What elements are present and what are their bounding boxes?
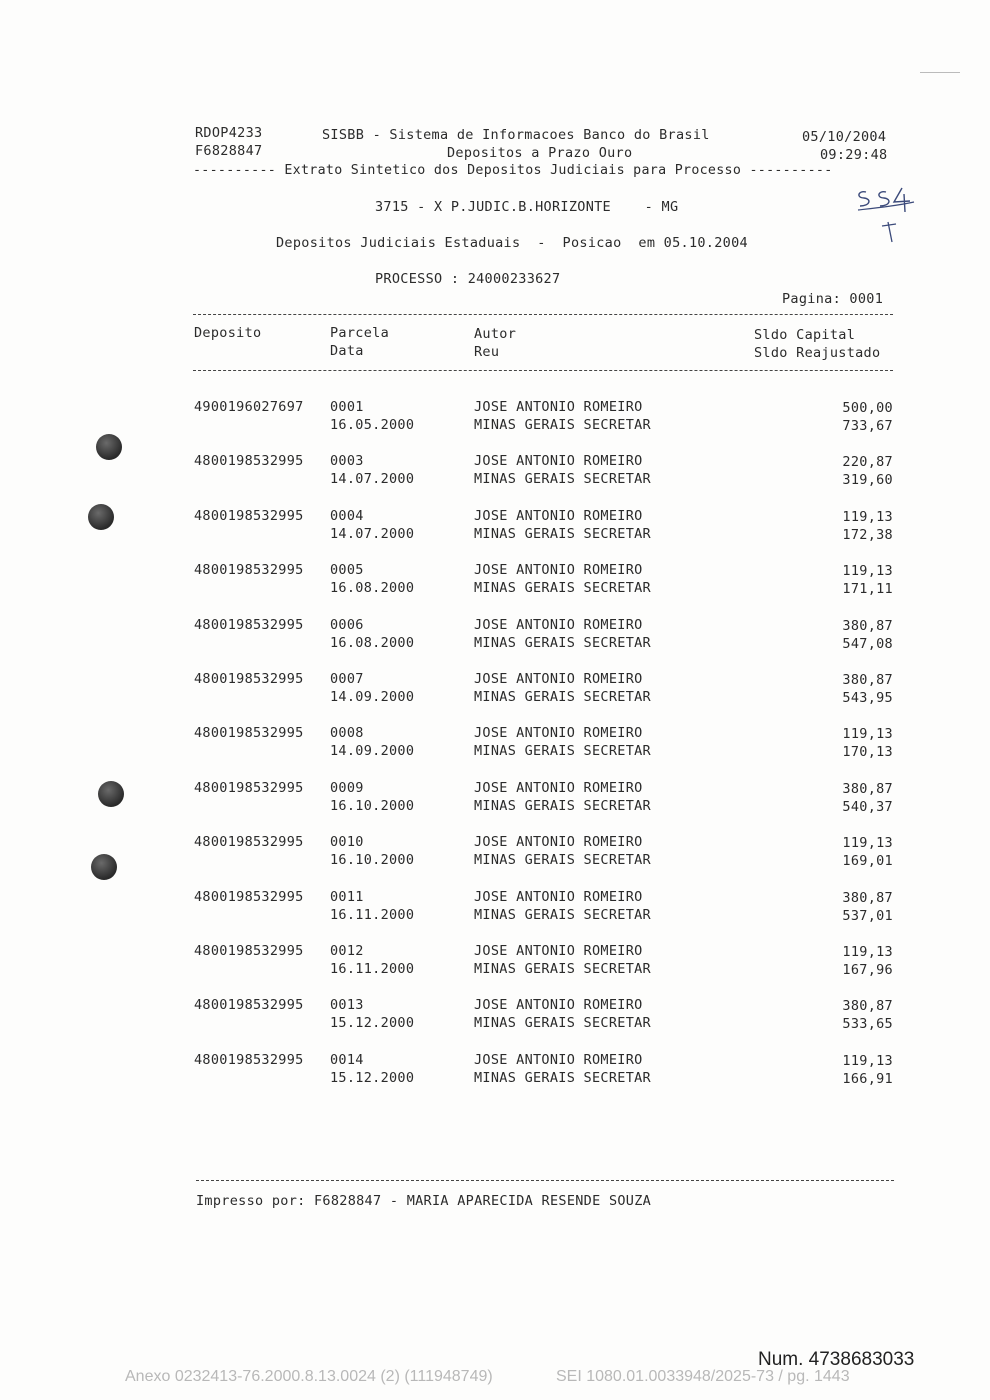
capital-balance: 500,00 (842, 400, 893, 416)
capital-balance: 119,13 (842, 1053, 893, 1069)
installment-number: 0011 (330, 889, 364, 905)
defendant-name: MINAS GERAIS SECRETAR (474, 852, 651, 868)
court-line: 3715 - X P.JUDIC.B.HORIZONTE - MG (375, 199, 679, 215)
defendant-name: MINAS GERAIS SECRETAR (474, 907, 651, 923)
adjusted-balance: 319,60 (842, 472, 893, 488)
report-title: ---------- Extrato Sintetico dos Depositos Judiciais para Processo ---------- (193, 163, 833, 178)
author-name: JOSE ANTONIO ROMEIRO (474, 453, 643, 469)
punch-hole (96, 434, 122, 460)
report-time: 09:29:48 (820, 147, 888, 163)
capital-balance: 380,87 (842, 672, 893, 688)
author-name: JOSE ANTONIO ROMEIRO (474, 617, 643, 633)
deposit-date: 16.11.2000 (330, 907, 415, 923)
table-row (0, 452, 990, 492)
defendant-name: MINAS GERAIS SECRETAR (474, 635, 651, 651)
table-row (0, 724, 990, 764)
col-data: Data (330, 343, 364, 359)
printed-by: Impresso por: F6828847 - MARIA APARECIDA RESENDE SOUZA (196, 1193, 652, 1209)
adjusted-balance: 733,67 (842, 418, 893, 434)
deposit-number: 4800198532995 (194, 943, 304, 959)
adjusted-balance: 169,01 (842, 853, 893, 869)
capital-balance: 119,13 (842, 509, 893, 525)
col-parcela: Parcela (330, 325, 389, 341)
defendant-name: MINAS GERAIS SECRETAR (474, 417, 651, 433)
installment-number: 0006 (330, 617, 364, 633)
report-date: 05/10/2004 (802, 129, 887, 145)
adjusted-balance: 171,11 (842, 581, 893, 597)
deposit-date: 14.09.2000 (330, 689, 415, 705)
adjusted-balance: 537,01 (842, 908, 893, 924)
adjusted-balance: 167,96 (842, 962, 893, 978)
punch-hole (88, 504, 114, 530)
adjusted-balance: 170,13 (842, 744, 893, 760)
author-name: JOSE ANTONIO ROMEIRO (474, 671, 643, 687)
deposit-number: 4800198532995 (194, 725, 304, 741)
deposit-number: 4800198532995 (194, 671, 304, 687)
installment-number: 0009 (330, 780, 364, 796)
adjusted-balance: 543,95 (842, 690, 893, 706)
author-name: JOSE ANTONIO ROMEIRO (474, 562, 643, 578)
author-name: JOSE ANTONIO ROMEIRO (474, 1052, 643, 1068)
deposit-number: 4800198532995 (194, 1052, 304, 1068)
installment-number: 0008 (330, 725, 364, 741)
capital-balance: 119,13 (842, 835, 893, 851)
col-deposito: Deposito (194, 325, 262, 341)
deposit-number: 4800198532995 (194, 834, 304, 850)
table-row (0, 561, 990, 601)
deposit-date: 16.10.2000 (330, 852, 415, 868)
deposit-number: 4800198532995 (194, 617, 304, 633)
deposit-date: 16.10.2000 (330, 798, 415, 814)
installment-number: 0003 (330, 453, 364, 469)
author-name: JOSE ANTONIO ROMEIRO (474, 508, 643, 524)
deposit-date: 16.08.2000 (330, 635, 415, 651)
defendant-name: MINAS GERAIS SECRETAR (474, 689, 651, 705)
table-row (0, 1051, 990, 1091)
table-row (0, 398, 990, 438)
defendant-name: MINAS GERAIS SECRETAR (474, 471, 651, 487)
capital-balance: 119,13 (842, 726, 893, 742)
installment-number: 0010 (330, 834, 364, 850)
footer-separator (196, 1180, 894, 1181)
document-number: Num. 4738683033 (758, 1349, 915, 1370)
header-separator-top (193, 314, 893, 315)
deposit-number: 4800198532995 (194, 562, 304, 578)
capital-balance: 380,87 (842, 618, 893, 634)
installment-number: 0007 (330, 671, 364, 687)
deposit-number: 4800198532995 (194, 889, 304, 905)
table-row (0, 942, 990, 982)
author-name: JOSE ANTONIO ROMEIRO (474, 834, 643, 850)
defendant-name: MINAS GERAIS SECRETAR (474, 798, 651, 814)
deposit-date: 14.09.2000 (330, 743, 415, 759)
capital-balance: 119,13 (842, 944, 893, 960)
table-row (0, 616, 990, 656)
deposit-number: 4800198532995 (194, 780, 304, 796)
deposit-number: 4800198532995 (194, 997, 304, 1013)
installment-number: 0004 (330, 508, 364, 524)
deposit-date: 16.11.2000 (330, 961, 415, 977)
author-name: JOSE ANTONIO ROMEIRO (474, 889, 643, 905)
installment-number: 0012 (330, 943, 364, 959)
author-name: JOSE ANTONIO ROMEIRO (474, 399, 643, 415)
capital-balance: 220,87 (842, 454, 893, 470)
capital-balance: 380,87 (842, 998, 893, 1014)
installment-number: 0013 (330, 997, 364, 1013)
defendant-name: MINAS GERAIS SECRETAR (474, 961, 651, 977)
adjusted-balance: 533,65 (842, 1016, 893, 1032)
deposit-number: 4800198532995 (194, 453, 304, 469)
col-sldo-capital: Sldo Capital (754, 327, 856, 343)
system-title: SISBB - Sistema de Informacoes Banco do Brasil (322, 127, 710, 143)
table-row (0, 670, 990, 710)
defendant-name: MINAS GERAIS SECRETAR (474, 743, 651, 759)
installment-number: 0001 (330, 399, 364, 415)
program-code: RDOP4233 (195, 125, 263, 141)
subsystem-title: Depositos a Prazo Ouro (447, 145, 633, 161)
handwritten-page-number (852, 184, 922, 254)
scope-line: Depositos Judiciais Estaduais - Posicao em 05.10.2004 (276, 235, 748, 251)
deposit-date: 15.12.2000 (330, 1015, 415, 1031)
deposit-date: 15.12.2000 (330, 1070, 415, 1086)
deposit-number: 4900196027697 (194, 399, 304, 415)
defendant-name: MINAS GERAIS SECRETAR (474, 526, 651, 542)
annex-stamp: Anexo 0232413-76.2000.8.13.0024 (2) (111948749) (125, 1368, 493, 1385)
installment-number: 0014 (330, 1052, 364, 1068)
col-sldo-reajustado: Sldo Reajustado (754, 345, 881, 361)
page-number: Pagina: 0001 (782, 291, 884, 307)
table-row (0, 888, 990, 928)
table-row (0, 779, 990, 819)
defendant-name: MINAS GERAIS SECRETAR (474, 1015, 651, 1031)
deposit-date: 16.08.2000 (330, 580, 415, 596)
deposit-number: 4800198532995 (194, 508, 304, 524)
author-name: JOSE ANTONIO ROMEIRO (474, 997, 643, 1013)
scan-mark (920, 72, 960, 73)
col-autor: Autor (474, 326, 517, 342)
adjusted-balance: 166,91 (842, 1071, 893, 1087)
defendant-name: MINAS GERAIS SECRETAR (474, 1070, 651, 1086)
table-row (0, 833, 990, 873)
deposit-date: 16.05.2000 (330, 417, 415, 433)
col-reu: Reu (474, 344, 500, 360)
author-name: JOSE ANTONIO ROMEIRO (474, 943, 643, 959)
author-name: JOSE ANTONIO ROMEIRO (474, 780, 643, 796)
deposit-date: 14.07.2000 (330, 526, 415, 542)
punch-hole (91, 854, 117, 880)
adjusted-balance: 547,08 (842, 636, 893, 652)
author-name: JOSE ANTONIO ROMEIRO (474, 725, 643, 741)
defendant-name: MINAS GERAIS SECRETAR (474, 580, 651, 596)
installment-number: 0005 (330, 562, 364, 578)
capital-balance: 380,87 (842, 890, 893, 906)
punch-hole (98, 781, 124, 807)
capital-balance: 119,13 (842, 563, 893, 579)
process-number: PROCESSO : 24000233627 (375, 271, 561, 287)
header-separator-bottom (193, 370, 893, 371)
table-row (0, 507, 990, 547)
deposit-date: 14.07.2000 (330, 471, 415, 487)
user-code: F6828847 (195, 143, 263, 159)
adjusted-balance: 540,37 (842, 799, 893, 815)
table-row (0, 996, 990, 1036)
adjusted-balance: 172,38 (842, 527, 893, 543)
capital-balance: 380,87 (842, 781, 893, 797)
sei-stamp: SEI 1080.01.0033948/2025-73 / pg. 1443 (556, 1368, 850, 1385)
